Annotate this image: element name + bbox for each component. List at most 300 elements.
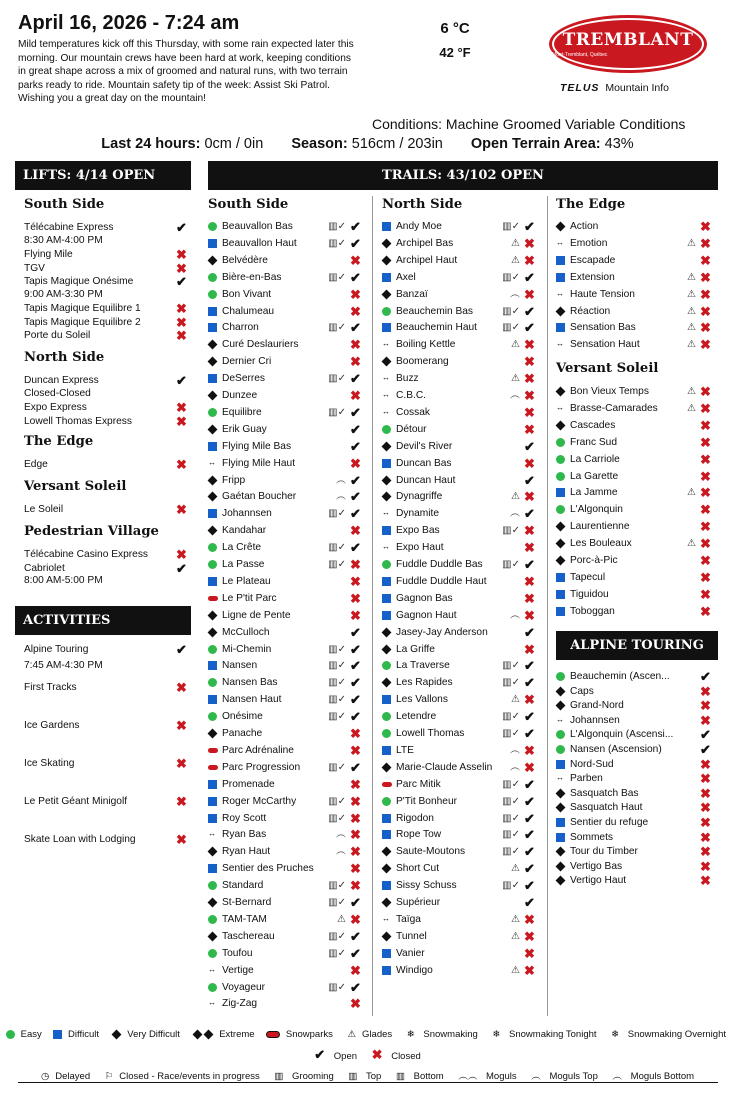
cross-icon: ✖: [176, 247, 187, 262]
cross-icon: ✖: [350, 607, 361, 623]
cross-icon: ✖: [700, 400, 711, 416]
legend-difficult-label: Difficult: [68, 1029, 100, 1040]
lift-hours: 8:30 AM-4:00 PM: [24, 234, 103, 246]
cross-icon: ✖: [700, 384, 711, 399]
trail-name: Duncan Haut: [396, 474, 456, 486]
trail-name: Expo Bas: [396, 525, 440, 537]
trail-name: La Jamme: [570, 487, 618, 499]
easy-icon: [382, 425, 391, 434]
glade-icon: ⚠: [687, 538, 696, 550]
check-icon: ✔: [524, 219, 535, 234]
section-title: The Edge: [24, 434, 94, 449]
last24-value: 0cm / 0in: [204, 136, 264, 152]
easy-icon: [208, 949, 217, 958]
cross-icon: ✖: [524, 607, 535, 623]
check-icon: ✔: [524, 793, 535, 809]
very-difficult-icon: [208, 391, 218, 401]
snowmaking-icon: ❄: [406, 1029, 415, 1040]
cross-icon: ✖: [350, 911, 361, 927]
very-difficult-icon: [556, 876, 566, 886]
trail-name: P'Tit Bonheur: [396, 795, 458, 807]
legend-moguls-bottom-label: Moguls Bottom: [630, 1071, 695, 1082]
trail-name: Kandahar: [222, 525, 267, 537]
trail-name: Parc Adrénaline: [222, 744, 294, 756]
very-difficult-icon: [556, 861, 566, 871]
very-difficult-icon: [556, 387, 566, 397]
easy-icon: [208, 560, 217, 569]
trail-row: [208, 793, 368, 810]
cross-icon: ✖: [700, 800, 711, 816]
legend-grooming-label: Grooming: [292, 1071, 334, 1082]
trail-name: Axel: [396, 271, 416, 283]
groomer-icon: ▥✓: [502, 795, 520, 807]
cross-icon: ✖: [350, 303, 361, 319]
check-icon: ✔: [350, 895, 361, 910]
difficult-icon: [382, 526, 391, 535]
groomer-icon: ▥✓: [328, 373, 346, 385]
cross-icon: ✖: [350, 252, 361, 268]
glade-icon: ⚠: [687, 305, 696, 317]
check-icon: ✔: [350, 928, 361, 944]
cross-icon: ✖: [524, 911, 535, 927]
trail-row: [208, 742, 368, 759]
report-blurb: Mild temperatures kick off this Thursday, with some rain expected later this morning. Our mountain crews have been hard at work, keeping conditions in great shape across a mix of groomed and natural runs, with two terrain parks ready to ride. Mountain safety tip of the week: Assist Ski Patrol. Wishing you a great day on the mountain!: [18, 39, 354, 104]
check-icon: ✔: [524, 472, 535, 488]
trail-name: La Passe: [222, 559, 265, 570]
cross-icon: ✖: [350, 844, 361, 860]
trail-name: Duncan Bas: [396, 457, 452, 469]
very-difficult-icon: [556, 556, 566, 566]
trail-row: [208, 928, 368, 945]
difficult-icon: [208, 374, 217, 383]
trail-name: Rope Tow: [396, 829, 442, 841]
groomer-icon: ▥✓: [502, 559, 520, 570]
trail-name: Franc Sud: [570, 436, 617, 448]
extreme-icon: ↔: [208, 964, 215, 974]
cross-icon: ✖: [700, 468, 711, 484]
moguls-icon: ︵: [336, 491, 346, 503]
trail-name: TAM-TAM: [222, 913, 267, 925]
very-difficult-icon: [208, 492, 218, 502]
trail-name: Roger McCarthy: [222, 795, 297, 807]
trail-row: [382, 826, 542, 843]
trail-row: [382, 624, 542, 641]
difficult-icon: [556, 818, 565, 827]
groomer-icon: ▥✓: [502, 846, 520, 858]
trail-row: [382, 387, 542, 404]
trail-name: Vertigo Haut: [570, 875, 627, 887]
difficult-icon: [208, 814, 217, 823]
cross-icon: ✖: [350, 286, 361, 302]
difficult-icon: [208, 797, 217, 806]
very-difficult-icon: [208, 475, 218, 485]
telus-branding: [560, 82, 669, 94]
trail-row: [556, 434, 718, 451]
trail-name: Archipel Haut: [396, 254, 458, 266]
snowpark-icon: [208, 748, 218, 753]
glade-icon: ⚠: [687, 339, 696, 351]
very-difficult-icon: [556, 847, 566, 857]
cross-icon: ✖: [700, 485, 711, 501]
cross-icon: ✖: [524, 371, 535, 387]
difficult-icon: [382, 611, 391, 620]
lift-row: [24, 372, 191, 389]
trail-name: Sentier des Pruches: [222, 863, 314, 875]
activity-row: [24, 679, 191, 696]
legend-snowmaking-overnight-label: Snowmaking Overnight: [627, 1029, 726, 1040]
trail-row: [208, 657, 368, 674]
trail-name: La Garette: [570, 470, 619, 482]
alpine-title: ALPINE TOURING: [556, 631, 718, 660]
trail-row: [382, 607, 542, 624]
cross-icon: ✖: [350, 861, 361, 877]
cross-icon: ✖: [524, 945, 535, 961]
legend-bottom: [393, 1071, 447, 1082]
trail-name: Vanier: [396, 947, 425, 959]
difficult-icon: [382, 273, 391, 282]
easy-icon: [208, 543, 217, 552]
legend-snowmaking-tonight-label: Snowmaking Tonight: [509, 1029, 597, 1040]
difficult-icon: [382, 966, 391, 975]
cross-icon: ✖: [350, 962, 361, 978]
trail-name: Letendre: [396, 711, 437, 723]
very-difficult-icon: [556, 522, 566, 532]
trail-row: [208, 455, 368, 472]
groomer-icon: ▥✓: [328, 930, 346, 942]
trail-name: La Traverse: [396, 660, 450, 672]
trail-name: Ryan Bas: [222, 829, 267, 841]
lift-row: [24, 273, 191, 290]
trail-name: Standard: [222, 880, 264, 892]
legend-glades-label: Glades: [362, 1029, 393, 1040]
trail-name: Les Bouleaux: [570, 538, 632, 550]
trail-row: [556, 383, 718, 400]
difficult-icon: [208, 442, 217, 451]
cross-icon: ✖: [350, 878, 361, 894]
trail-row: [208, 505, 368, 522]
trail-row: [208, 522, 368, 539]
cross-icon: ✖: [524, 590, 535, 606]
check-icon: ✔: [350, 438, 361, 454]
very-difficult-icon: [382, 847, 392, 857]
trail-row: [208, 843, 368, 860]
very-difficult-icon: [556, 222, 566, 232]
lift-name: Télécabine Casino Express: [24, 549, 149, 560]
trail-row: [556, 303, 718, 320]
trail-row: [382, 505, 542, 522]
check-icon: ✔: [350, 540, 361, 556]
trail-name: Expo Haut: [396, 542, 444, 554]
legend-snowparks: [266, 1029, 336, 1040]
very-difficult-icon: [208, 424, 218, 434]
very-difficult-icon: [382, 644, 392, 654]
glade-icon: ⚠: [687, 288, 696, 300]
trail-row: [382, 674, 542, 691]
trail-row: [556, 269, 718, 286]
trail-name: Voyageur: [222, 981, 266, 993]
extreme-icon: ↔: [382, 542, 389, 552]
extreme-icon: ↔: [208, 998, 215, 1008]
cross-icon: ✖: [700, 858, 711, 874]
last24-label: Last 24 hours:: [101, 136, 201, 152]
trail-name: Windigo: [396, 964, 433, 976]
trail-name: Bon Vivant: [222, 288, 272, 300]
legend-closed: [369, 1047, 424, 1062]
difficult-icon: [382, 577, 391, 586]
cross-icon: ✖: [176, 400, 187, 415]
cross-icon: ✖: [176, 314, 187, 330]
trail-name: Dunzee: [222, 390, 258, 401]
moguls-icon: ︵: [336, 829, 346, 841]
moguls-icon: ︵: [510, 744, 520, 756]
trail-row: [208, 472, 368, 489]
trail-name: Vertigo Bas: [570, 860, 623, 872]
cross-icon: ✖: [350, 793, 361, 809]
glade-icon: ⚠: [687, 487, 696, 499]
trail-name: Le Plateau: [222, 575, 271, 587]
snowmaking-tonight-icon: ❄: [492, 1029, 501, 1040]
trail-row: [208, 387, 368, 404]
legend-open: [311, 1047, 360, 1062]
trail-row: [382, 860, 542, 877]
cross-icon: ✖: [350, 827, 361, 843]
trail-name: Gagnon Bas: [396, 592, 453, 604]
trail-row: [208, 303, 368, 320]
activities-title: ACTIVITIES: [15, 606, 191, 635]
trail-name: Panache: [222, 728, 263, 739]
lift-name: TGV: [24, 262, 45, 274]
check-icon: ✔: [350, 979, 361, 995]
legend-very-label: Very Difficult: [127, 1029, 180, 1040]
groomer-icon: ▥✓: [502, 880, 520, 892]
trail-name: Grand-Nord: [570, 700, 624, 712]
extreme-icon: [192, 1030, 202, 1040]
cross-icon: ✖: [524, 928, 535, 944]
easy-icon: [556, 730, 565, 739]
cross-icon: ✖: [700, 434, 711, 450]
trail-row: [382, 928, 542, 945]
trail-name: Taïga: [396, 913, 421, 925]
legend-moguls-label: Moguls: [486, 1071, 517, 1082]
lift-hours: 8:00 AM-5:00 PM: [24, 575, 103, 586]
very-difficult-icon: [382, 255, 392, 265]
trail-row: [556, 252, 718, 269]
tremblant-logo: [552, 18, 704, 70]
trail-name: Nansen: [222, 660, 258, 672]
cross-icon: ✖: [700, 683, 711, 699]
legend-row-3: [0, 1068, 735, 1082]
trail-row: [208, 759, 368, 776]
cross-icon: ✖: [524, 235, 535, 251]
check-icon: ✔: [350, 658, 361, 674]
lift-name: Duncan Express: [24, 375, 99, 386]
legend-difficult: [53, 1029, 102, 1040]
check-icon: ✔: [350, 421, 361, 437]
cross-icon: ✖: [350, 776, 361, 792]
glade-icon: ⚠: [511, 913, 520, 925]
trail-name: Dernier Cri: [222, 356, 272, 368]
cross-icon: ✖: [700, 286, 711, 302]
activity-row: [24, 831, 191, 848]
groomer-icon: ▥✓: [328, 559, 346, 570]
easy-icon: [208, 645, 217, 654]
cross-icon: ✖: [350, 573, 361, 589]
check-icon: ✔: [350, 404, 361, 420]
trail-name: C.B.C.: [396, 390, 427, 401]
trail-row: [208, 708, 368, 725]
check-icon: ✔: [350, 641, 361, 657]
groomer-bottom-icon: ▥: [395, 1071, 405, 1082]
moguls-icon: ︵: [510, 288, 520, 300]
trail-row: [556, 336, 718, 353]
trail-row: [382, 539, 542, 556]
trail-row: [208, 607, 368, 624]
trail-name: Le P'tit Parc: [222, 592, 277, 604]
very-difficult-icon: [382, 762, 392, 772]
cross-icon: ✖: [524, 252, 535, 268]
section-title: Versant Soleil: [556, 361, 659, 376]
trail-name: Sasquatch Bas: [570, 787, 639, 799]
cross-icon: ✖: [700, 603, 711, 619]
trail-name: DeSerres: [222, 373, 266, 385]
cross-icon: ✖: [524, 388, 535, 403]
trail-row: [382, 438, 542, 455]
cross-icon: ✖: [700, 417, 711, 433]
activity-row: [24, 641, 191, 658]
trail-name: Sissy Schuss: [396, 880, 457, 892]
extreme-icon: ↔: [208, 829, 215, 839]
trail-row: [208, 894, 368, 911]
difficult-icon: [556, 573, 565, 582]
difficult-icon: [556, 488, 565, 497]
trail-name: La Crête: [222, 542, 262, 554]
trail-row: [556, 319, 718, 336]
easy-icon: [556, 455, 565, 464]
cross-icon: ✖: [524, 962, 535, 978]
very-difficult-icon: [556, 539, 566, 549]
check-icon: ✔: [524, 861, 535, 877]
groomer-icon: ▥✓: [328, 237, 346, 249]
very-difficult-icon: [208, 729, 218, 739]
trail-row: [382, 742, 542, 759]
check-icon: ✔: [176, 560, 187, 576]
moguls-bottom-icon: ︵: [612, 1071, 623, 1082]
lift-row: [24, 327, 191, 344]
glade-icon: ⚠: [687, 322, 696, 334]
cross-icon: ✖: [524, 573, 535, 589]
very-difficult-icon: [382, 931, 392, 941]
cross-icon: ✖: [176, 718, 187, 733]
trail-name: Fuddle Duddle Haut: [396, 575, 487, 587]
season: [291, 136, 443, 152]
terrain: [471, 136, 634, 152]
lift-name: Edge: [24, 459, 48, 470]
groomer-icon: ▥✓: [502, 829, 520, 841]
trail-name: Vertige: [222, 964, 254, 976]
legend-open-label: Open: [333, 1051, 358, 1062]
lift-row: [24, 413, 191, 430]
legend-very: [111, 1029, 183, 1040]
trail-row: [208, 691, 368, 708]
cross-icon: ✖: [176, 756, 187, 771]
groomer-icon: ▥✓: [502, 660, 520, 672]
legend-top-label: Top: [366, 1071, 382, 1082]
check-icon: ✔: [524, 506, 535, 522]
cross-icon: ✖: [700, 712, 711, 728]
check-icon: ✔: [350, 489, 361, 505]
trail-name: Action: [570, 221, 599, 232]
snowpark-icon: [208, 765, 218, 770]
trail-row: [382, 641, 542, 658]
trail-name: Belvédère: [222, 254, 268, 266]
lift-name: Le Soleil: [24, 504, 64, 515]
groomer-icon: ▥✓: [502, 677, 520, 689]
check-icon: ✔: [176, 220, 187, 235]
divider: [547, 196, 548, 1016]
trail-name: Sasquatch Haut: [570, 802, 643, 814]
trail-name: Sensation Haut: [570, 339, 640, 351]
check-icon: ✔: [524, 624, 535, 640]
lift-name: Tapis Magique Equilibre 2: [24, 316, 141, 328]
easy-icon: [208, 273, 217, 282]
groomer-icon: ▥✓: [502, 525, 520, 537]
difficult-icon: [382, 949, 391, 958]
extreme-icon: ↔: [556, 773, 563, 783]
legend-delayed-label: Delayed: [55, 1071, 91, 1082]
check-icon: ✔: [350, 235, 361, 251]
activity-name: Ice Skating: [24, 758, 75, 769]
cross-icon: ✖: [700, 320, 711, 336]
cross-icon: ✖: [524, 337, 535, 353]
difficult-icon: [208, 239, 217, 248]
very-difficult-icon: [556, 420, 566, 430]
section-title: South Side: [24, 197, 105, 212]
difficult-icon: [382, 830, 391, 839]
lift-hours: 9:00 AM-3:30 PM: [24, 288, 103, 300]
groomer-icon: ▥✓: [328, 643, 346, 655]
trail-row: [556, 468, 718, 485]
activity-name: Skate Loan with Lodging: [24, 834, 136, 845]
trail-name: Tunnel: [396, 930, 427, 942]
easy-icon: [382, 307, 391, 316]
very-difficult-icon: [382, 289, 392, 299]
trail-row: [556, 484, 718, 501]
difficult-icon: [382, 746, 391, 755]
cross-icon: ✖: [350, 337, 361, 353]
trail-name: Nansen Haut: [222, 694, 282, 706]
trail-name: Sensation Bas: [570, 322, 636, 334]
cross-icon: ✖: [524, 404, 535, 420]
cross-icon: ✖: [700, 586, 711, 602]
legend-delayed: [38, 1071, 93, 1082]
lift-name: Lowell Thomas Express: [24, 415, 132, 427]
very-difficult-icon: [382, 864, 392, 874]
difficult-icon: [382, 459, 391, 468]
trail-row: [556, 218, 718, 235]
trail-name: Johannsen: [222, 508, 272, 520]
moguls-icon: ︵: [510, 609, 520, 621]
trail-row: [382, 776, 542, 793]
difficult-icon: [208, 323, 217, 332]
trail-row: [382, 810, 542, 827]
cross-icon: ✖: [524, 455, 535, 471]
cross-icon: ✖: [700, 235, 711, 251]
very-difficult-icon: [382, 475, 392, 485]
difficult-icon: [382, 881, 391, 890]
groomer-icon: ▥✓: [502, 221, 520, 232]
trail-name: Mi-Chemin: [222, 643, 272, 655]
very-difficult-icon: [382, 357, 392, 367]
